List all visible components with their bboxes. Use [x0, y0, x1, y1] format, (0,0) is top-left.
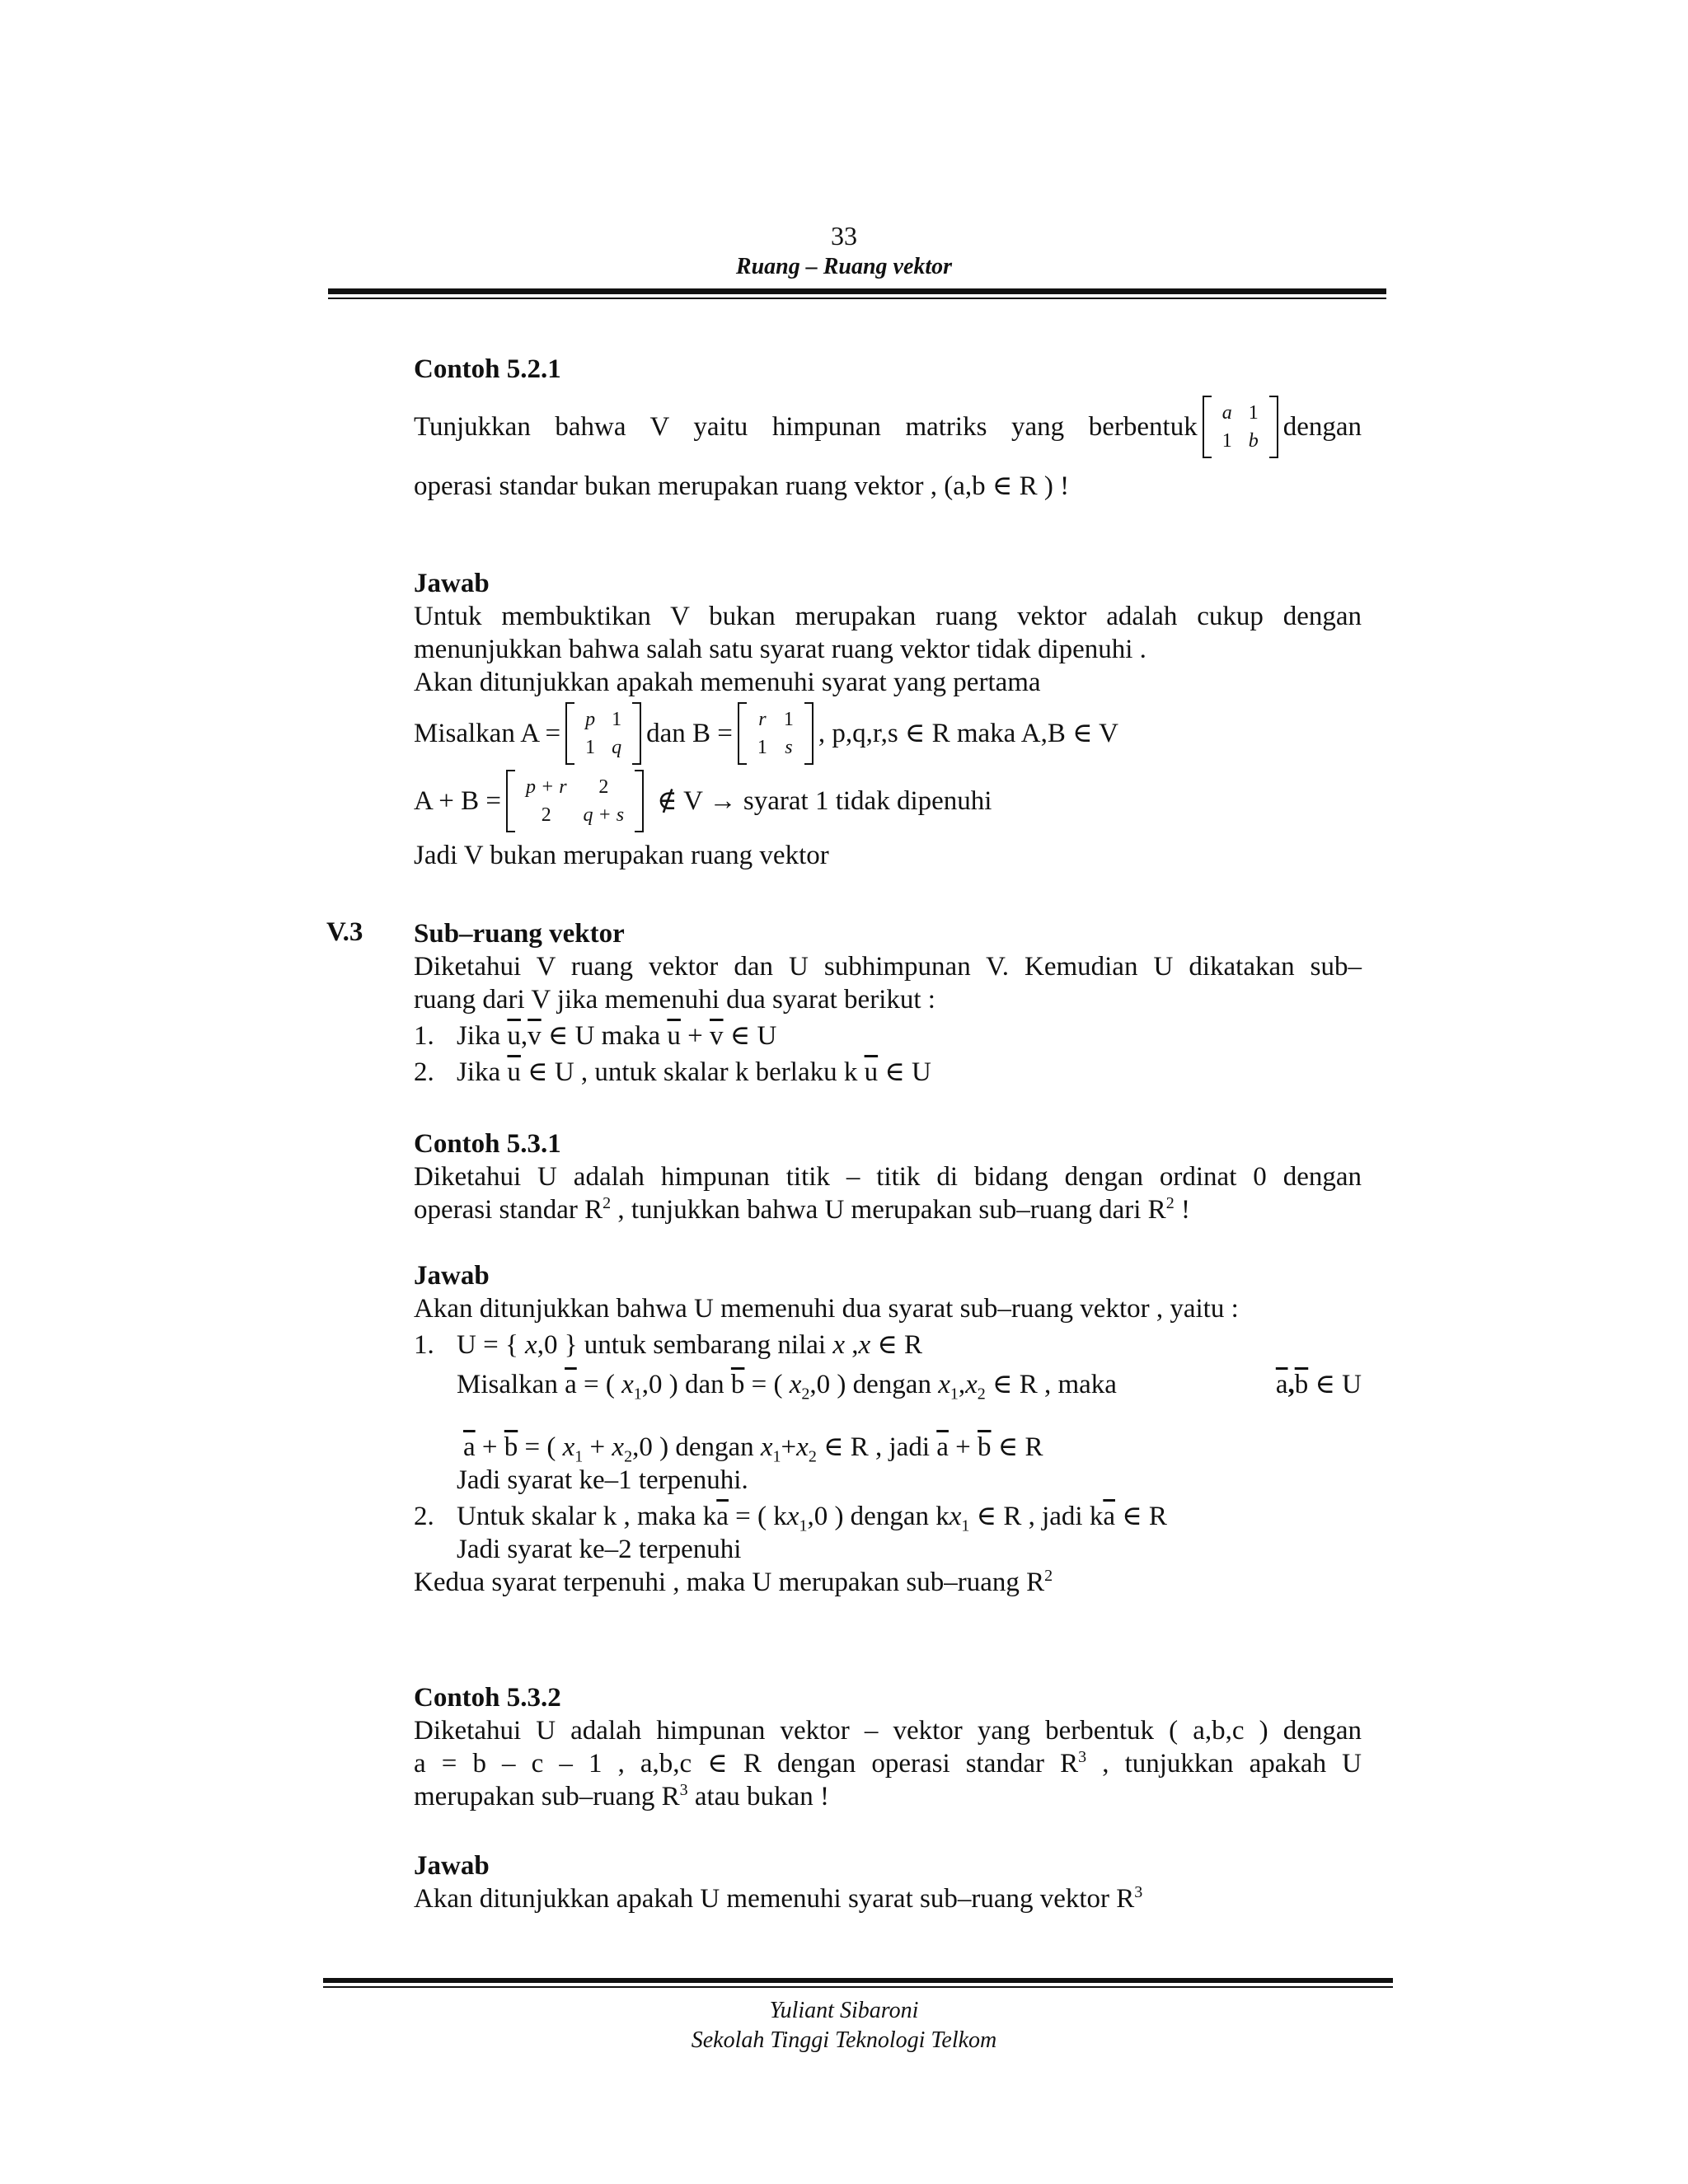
superscript: 3 [679, 1781, 688, 1799]
misalkan-vectors [414, 1368, 1362, 1404]
example-5-2-1 [414, 353, 1362, 503]
subscript: 1 [950, 1385, 959, 1404]
answer-line: Untuk membuktikan V bukan merupakan ruang vektor adalah cukup dengan [414, 602, 1362, 631]
footer-institution: Sekolah Tinggi Teknologi Telkom [691, 2027, 997, 2053]
sum-label: A + B = [414, 786, 501, 816]
var-x: x [760, 1432, 773, 1462]
matrix-cell: 1 [757, 737, 767, 758]
step-1 [414, 1329, 1362, 1361]
matrix-cell: q [612, 737, 622, 758]
dan-b-label: dan B = [646, 719, 733, 748]
final-conclusion [414, 1566, 1362, 1599]
subscript: 2 [977, 1385, 986, 1404]
answer-1 [414, 567, 1362, 872]
sum-line [414, 770, 1362, 832]
vector-u: $\overline{u}$ [507, 1057, 521, 1087]
matrix-cell: r [758, 709, 767, 730]
footer-rule-thin [323, 1986, 1393, 1988]
matrix-cell: 2 [541, 804, 551, 826]
vector-v: $\overline{v}$ [710, 1021, 724, 1051]
text: merupakan sub–ruang R [414, 1782, 680, 1811]
footer-rule [323, 1978, 1393, 1983]
example-line [414, 1747, 1362, 1780]
condition-text: , p,q,r,s ∈ R maka A,B ∈ V [818, 719, 1119, 748]
text: , [520, 1021, 528, 1051]
list-number: 1. [414, 1021, 434, 1051]
text: , [851, 1330, 859, 1360]
text: ∈ U maka [547, 1021, 661, 1051]
matrix-cell: a [1221, 402, 1232, 424]
vector-u: $\overline{u}$ [507, 1021, 521, 1051]
vector-u: $\overline{u}$ [864, 1057, 879, 1087]
superscript: 3 [1134, 1883, 1143, 1901]
answer-title: Jawab [414, 569, 490, 598]
misalkan-line [414, 702, 1362, 765]
answer-line [414, 1882, 1362, 1915]
text: ∈ R , maka [992, 1370, 1117, 1399]
step-1-conclusion: Jadi syarat ke–1 terpenuhi. [457, 1465, 748, 1495]
misalkan-left: Misalkan $\overline{a}$ = ( $x_1,0$ ) dan $\overline{b}$ = ( $x_2,0$ ) dengan $x_1,x_2$ ∈ R , maka [457, 1370, 1117, 1404]
section-sub-ruang [414, 917, 1362, 1089]
vector-b: $\overline{b}$ [504, 1432, 518, 1462]
subscript: 1 [574, 1447, 584, 1466]
matrix-sum [506, 770, 644, 832]
subscript: 2 [808, 1447, 817, 1466]
matrix-a [565, 702, 641, 765]
misalkan-right: $\overline{a},\overline{b}$ ∈ U [1275, 1370, 1362, 1399]
var-x: x [965, 1370, 978, 1399]
example-text-end: dengan [1282, 412, 1362, 442]
superscript: 3 [1078, 1748, 1087, 1766]
text: = ( k [735, 1502, 787, 1531]
text: , tunjukkan apakah U [1102, 1749, 1362, 1779]
section-title: Sub–ruang vektor [414, 919, 625, 949]
matrix-cell: b [1248, 430, 1259, 452]
text: ∈ R , jadi [823, 1432, 930, 1462]
var-x: x [612, 1432, 625, 1462]
var-x: x [525, 1330, 537, 1360]
section-line: ruang dari V jika memenuhi dua syarat berikut : [414, 985, 935, 1015]
subscript: 1 [961, 1516, 970, 1535]
text: ∈ U [1315, 1370, 1362, 1399]
matrix-cell: 1 [1248, 402, 1259, 424]
text: Untuk skalar k , maka k [457, 1502, 717, 1531]
text: = ( [583, 1370, 615, 1399]
matrix-cell: s [785, 737, 793, 758]
matrix-b [738, 702, 814, 765]
text: ,0 } untuk sembarang nilai [537, 1330, 827, 1360]
example-line [414, 1780, 1362, 1813]
vector-b: $\overline{b}$ [1294, 1370, 1309, 1399]
var-x: x [938, 1370, 950, 1399]
list-number: 2. [414, 1502, 434, 1531]
var-x: x [621, 1370, 634, 1399]
var-x: x [562, 1432, 575, 1462]
vector-a: $\overline{a}$ [1275, 1370, 1288, 1399]
text: ,0 ) dan [641, 1370, 724, 1399]
subscript: 1 [799, 1516, 808, 1535]
example-line-2: operasi standar bukan merupakan ruang vektor , (a,b ∈ R ) ! [414, 471, 1070, 501]
text: ∈ U [729, 1021, 777, 1051]
subscript: 1 [772, 1447, 781, 1466]
answer-intro: Akan ditunjukkan bahwa U memenuhi dua syarat sub–ruang vektor , yaitu : [414, 1294, 1239, 1324]
example-title: Contoh 5.3.1 [414, 1129, 561, 1159]
example-5-3-1 [414, 1127, 1362, 1226]
example-line-1 [414, 396, 1362, 458]
example-line: Diketahui U adalah himpunan titik – titik di bidang dengan ordinat 0 dengan [414, 1162, 1362, 1192]
text: U = { [457, 1330, 518, 1360]
superscript: 2 [603, 1194, 612, 1212]
footer-author: Yuliant Sibaroni [769, 1998, 919, 2023]
text: + [481, 1432, 498, 1462]
running-title: Ruang – Ruang vektor [735, 254, 953, 279]
text: + [589, 1432, 606, 1462]
superscript: 2 [1044, 1567, 1053, 1585]
vector-v: $\overline{v}$ [528, 1021, 542, 1051]
superscript: 2 [1165, 1194, 1175, 1212]
text: ! [1180, 1195, 1190, 1225]
vector-u: $\overline{u}$ [667, 1021, 681, 1051]
page-number: 33 [831, 221, 857, 251]
text: a = b – c – 1 , a,b,c ∈ R dengan operasi standar R [414, 1749, 1079, 1779]
answer-3 [414, 1849, 1362, 1915]
example-title: Contoh 5.2.1 [414, 354, 561, 384]
example-line: Diketahui U adalah himpunan vektor – vektor yang berbentuk ( a,b,c ) dengan [414, 1716, 1362, 1746]
text: ∈ R , jadi k [976, 1502, 1104, 1531]
var-x: x [796, 1432, 809, 1462]
var-x: x [786, 1502, 799, 1531]
text: = ( [751, 1370, 783, 1399]
answer-2 [414, 1259, 1362, 1599]
subscript: 2 [624, 1447, 633, 1466]
matrix-cell: 1 [585, 737, 596, 758]
matrix-cell: 1 [783, 709, 794, 730]
header-rule-thin [328, 298, 1386, 299]
vector-a: $\overline{a}$ [936, 1432, 949, 1462]
text: , tunjukkan bahwa U merupakan sub–ruang dari R [617, 1195, 1166, 1225]
misalkan-label: Misalkan A = [414, 719, 561, 748]
var-x: x [789, 1370, 802, 1399]
answer-line: menunjukkan bahwa salah satu syarat ruang vektor tidak dipenuhi . [414, 635, 1146, 664]
text: ,0 ) dengan [809, 1370, 931, 1399]
condition-2 [414, 1056, 1362, 1089]
step-2 [414, 1500, 1362, 1533]
vector-a: $\overline{a}$ [565, 1370, 577, 1399]
answer-line: Akan ditunjukkan apakah memenuhi syarat yang pertama [414, 668, 1041, 697]
matrix-cell: 1 [1221, 430, 1232, 452]
text: Misalkan [457, 1370, 558, 1399]
var-x: x [832, 1330, 845, 1360]
var-x: x [949, 1502, 962, 1531]
sum-result: ∉ V → syarat 1 tidak dipenuhi [657, 786, 992, 816]
list-number: 1. [414, 1330, 434, 1360]
vector-a: $\overline{a}$ [1103, 1502, 1115, 1531]
sum-vectors: $\overline{a} + \overline{b}$ = ( $x_1 + x_2,0$ ) dengan $x_1+x_2$ ∈ R , jadi $\overline{a} + \overline{b}$ ∈ R [463, 1432, 1043, 1466]
matrix-cell: 2 [598, 776, 609, 798]
example-title: Contoh 5.3.2 [414, 1683, 561, 1713]
text: operasi standar R [414, 1195, 603, 1225]
condition-1 [414, 1019, 1362, 1052]
text: Jika [457, 1057, 501, 1087]
text: Kedua syarat terpenuhi , maka U merupakan sub–ruang R [414, 1568, 1045, 1597]
matrix-cell: p [585, 709, 596, 730]
text: ∈ U [884, 1057, 931, 1087]
section-line: Diketahui V ruang vektor dan U subhimpunan V. Kemudian U dikatakan sub– [414, 952, 1362, 982]
answer-title: Jawab [414, 1851, 490, 1881]
section-number: V.3 [326, 917, 363, 947]
text: + [687, 1021, 703, 1051]
answer-title: Jawab [414, 1261, 490, 1291]
text: ,0 ) dengan k [807, 1502, 950, 1531]
text: atau bukan ! [694, 1782, 829, 1811]
answer-conclusion: Jadi V bukan merupakan ruang vektor [414, 841, 829, 870]
subscript: 2 [801, 1385, 810, 1404]
matrix-cell: p + r [526, 776, 567, 798]
example-text: Tunjukkan bahwa V yaitu himpunan matriks yang berbentuk [414, 412, 1198, 442]
text: ∈ R [997, 1432, 1043, 1462]
matrix-v [1203, 396, 1278, 458]
var-x: x [858, 1330, 871, 1360]
text: = ( [524, 1432, 556, 1462]
subscript: 1 [633, 1385, 642, 1404]
vector-a: $\overline{a}$ [463, 1432, 476, 1462]
matrix-cell: 1 [612, 709, 622, 730]
text: Akan ditunjukkan apakah U memenuhi syarat sub–ruang vektor R [414, 1884, 1135, 1914]
example-line [414, 1193, 1362, 1226]
text: + [955, 1432, 971, 1462]
text: ,0 ) dengan [632, 1432, 754, 1462]
vector-a: $\overline{a}$ [716, 1502, 729, 1531]
text: Jika [457, 1021, 501, 1051]
text: ∈ R [1122, 1502, 1167, 1531]
text: ∈ U , untuk skalar k berlaku k [528, 1057, 858, 1087]
matrix-cell: q + s [583, 804, 625, 826]
vector-b: $\overline{b}$ [978, 1432, 992, 1462]
example-5-3-2 [414, 1681, 1362, 1813]
header-rule [328, 288, 1386, 294]
vector-b: $\overline{b}$ [730, 1370, 745, 1399]
text: ∈ R [877, 1330, 923, 1360]
list-number: 2. [414, 1057, 434, 1087]
step-2-conclusion: Jadi syarat ke–2 terpenuhi [457, 1535, 742, 1564]
